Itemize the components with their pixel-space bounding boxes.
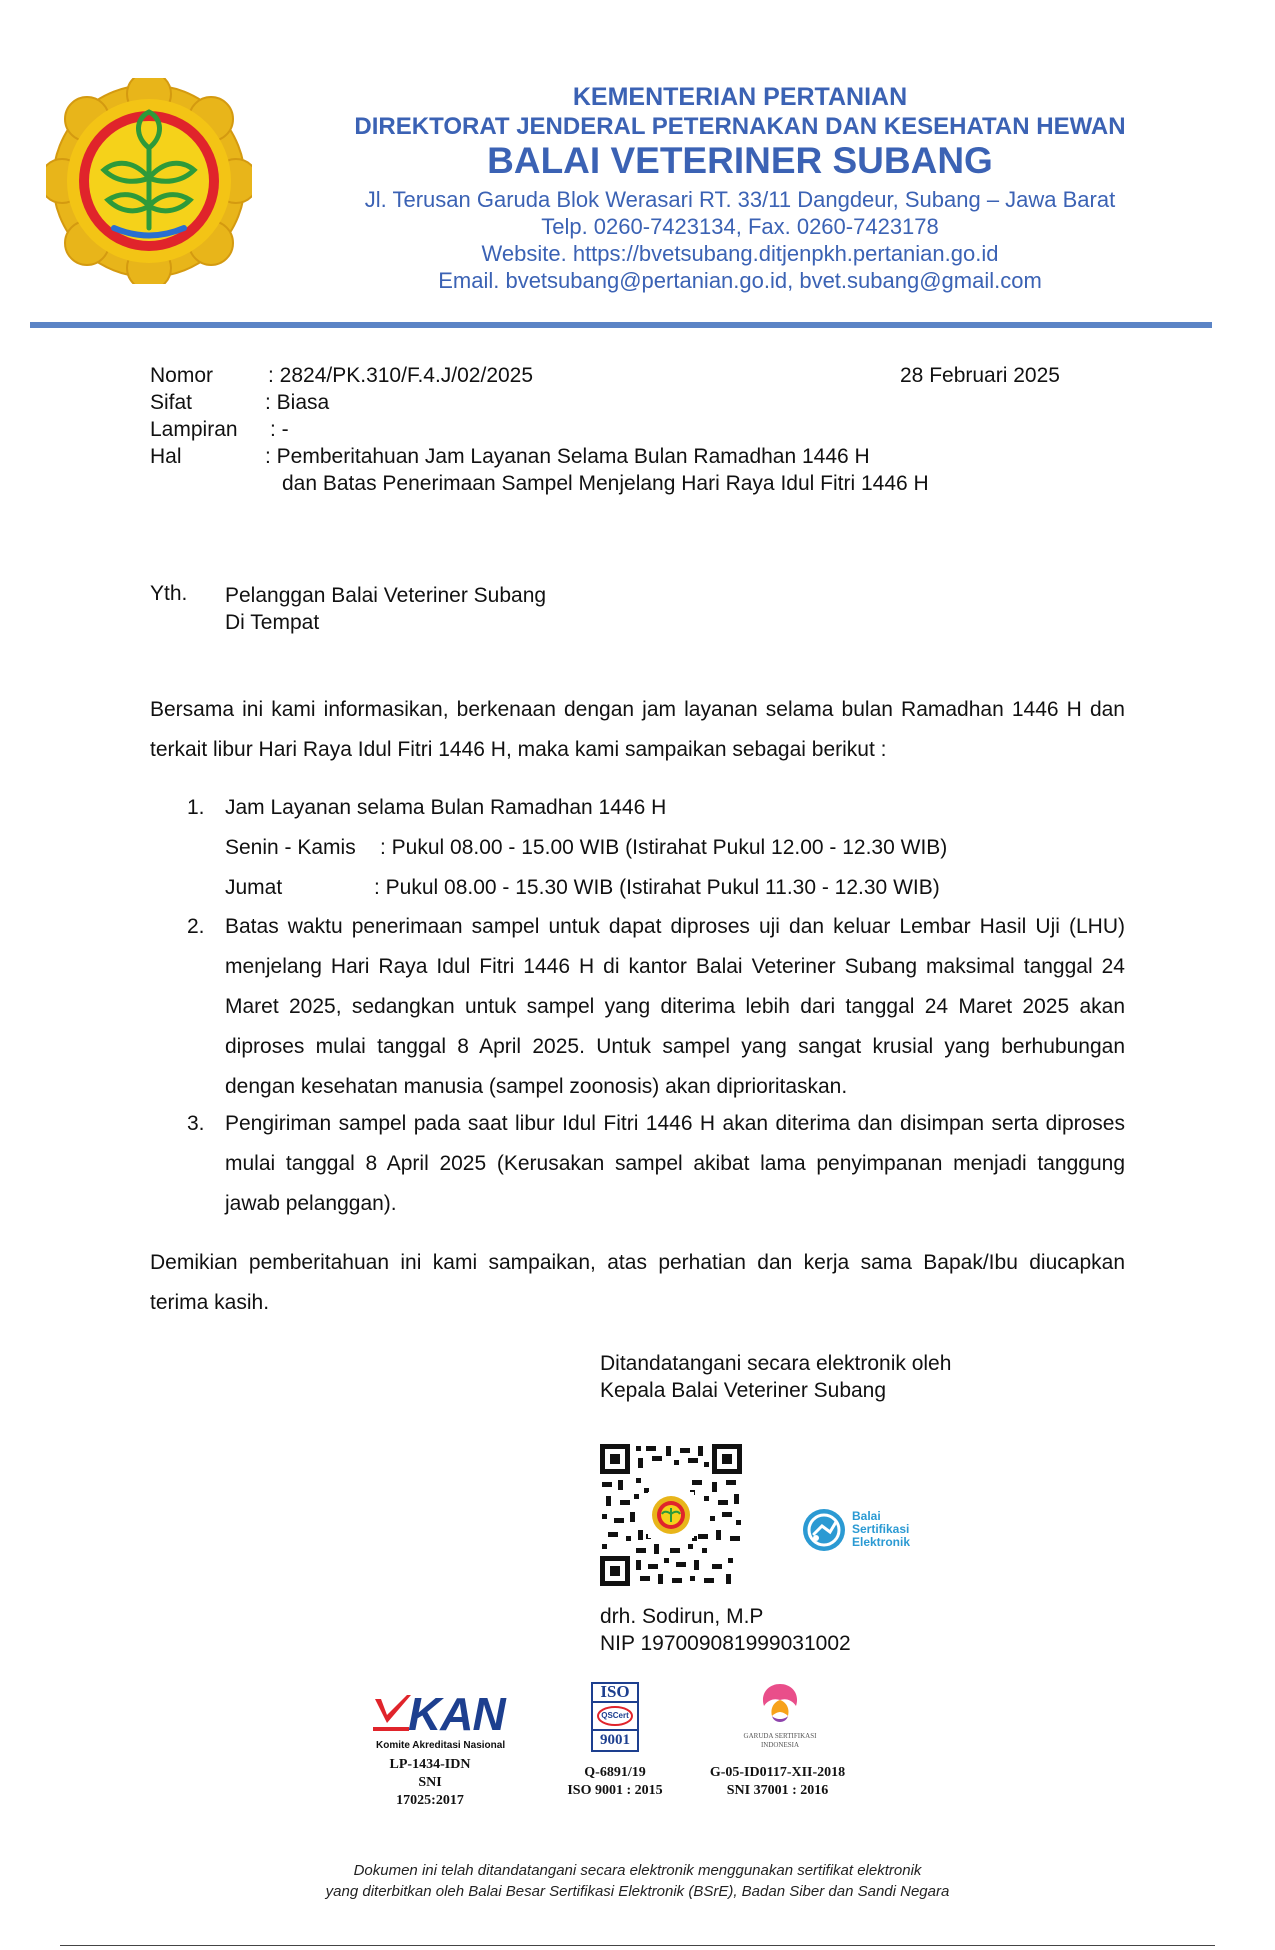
- kementan-logo-icon: [46, 78, 252, 284]
- yth-label: Yth.: [150, 582, 188, 605]
- recipient-line2: Di Tempat: [225, 611, 320, 634]
- footer-note-line2: yang diterbitkan oleh Balai Besar Sertifikasi Elektronik (BSrE), Badan Siber dan Sandi Negara: [325, 1883, 950, 1900]
- item-number: 3.: [187, 1112, 205, 1135]
- garuda-caption-line1: GARUDA SERTIFIKASI: [743, 1732, 817, 1740]
- signer-nip: NIP 197009081999031002: [600, 1632, 851, 1655]
- item-text: Batas waktu penerimaan sampel untuk dapat diproses uji dan keluar Lembar Hasil Uji (LHU) menjelang Hari Raya Idul Fitri 1446 H di kantor Balai Veteriner Subang maksimal tanggal 24 Maret 2025, sedangkan untuk sampel yang diterima lebih dari tanggal 24 Maret 2025 akan diproses mulai tanggal 8 April 2025. Untuk sampel yang sangat krusial yang berhubungan dengan kesehatan manusia (sampel zoonosis) akan diprioritaskan.: [225, 915, 1125, 1098]
- kan-checkmark-icon: [373, 1693, 413, 1735]
- letter-date: 28 Februari 2025: [900, 364, 1060, 387]
- intro-paragraph: Bersama ini kami informasikan, berkenaan dengan jam layanan selama bulan Ramadhan 1446 H dan terkait libur Hari Raya Idul Fitri 1446 H, maka kami sampaikan sebagai berikut :: [150, 698, 1125, 761]
- hal-value-line2: dan Batas Penerimaan Sampel Menjelang Hari Raya Idul Fitri 1446 H: [282, 472, 929, 495]
- signature-line2: Kepala Balai Veteriner Subang: [600, 1379, 887, 1402]
- item-number: 2.: [187, 915, 205, 938]
- signature-line1: Ditandatangani secara elektronik oleh: [600, 1352, 952, 1375]
- bsre-label-line2: Sertifikasi: [852, 1522, 910, 1536]
- garuda-sertifikasi-icon: [756, 1680, 804, 1728]
- header-divider: [30, 322, 1212, 328]
- iso-number: 9001: [600, 1732, 630, 1748]
- closing-paragraph: Demikian pemberitahuan ini kami sampaikan, atas perhatian dan kerja sama Bapak/Ibu diucapkan terima kasih.: [150, 1251, 1125, 1314]
- sifat-label: Sifat: [150, 391, 193, 414]
- footer-note-line1: Dokumen ini telah ditandatangani secara elektronik menggunakan sertifikat elektronik: [353, 1862, 922, 1879]
- kan-standard: SNI: [418, 1775, 442, 1790]
- nomor-label: Nomor: [150, 364, 214, 387]
- office-email[interactable]: Email. bvetsubang@pertanian.go.id, bvet.subang@gmail.com: [438, 268, 1042, 293]
- garuda-certificate-number: G-05-ID0117-XII-2018: [709, 1765, 846, 1780]
- kan-caption: Komite Akreditasi Nasional: [376, 1740, 506, 1751]
- signer-name: drh. Sodirun, M.P: [600, 1605, 764, 1628]
- lampiran-label: Lampiran: [150, 418, 238, 441]
- iso-standard: ISO 9001 : 2015: [567, 1783, 663, 1798]
- sifat-value: : Biasa: [265, 391, 330, 414]
- item-text: Jam Layanan selama Bulan Ramadhan 1446 H: [225, 796, 667, 819]
- schedule-day: Jumat: [225, 876, 283, 899]
- item-number: 1.: [187, 796, 205, 819]
- footer-divider: [60, 1945, 1215, 1946]
- directorate-name: DIREKTORAT JENDERAL PETERNAKAN DAN KESEHATAN HEWAN: [354, 113, 1126, 140]
- office-address: Jl. Terusan Garuda Blok Werasari RT. 33/11 Dangdeur, Subang – Jawa Barat: [364, 187, 1116, 212]
- nomor-value: : 2824/PK.310/F.4.J/02/2025: [268, 364, 534, 387]
- schedule-time: : Pukul 08.00 - 15.30 WIB (Istirahat Pukul 11.30 - 12.30 WIB): [374, 876, 940, 899]
- iso-label: ISO: [600, 1682, 630, 1701]
- qr-code-icon: [600, 1444, 742, 1586]
- bsre-logo-icon: [802, 1508, 846, 1552]
- hal-value-line1: : Pemberitahuan Jam Layanan Selama Bulan Ramadhan 1446 H: [265, 445, 870, 468]
- office-website[interactable]: Website. https://bvetsubang.ditjenpkh.pertanian.go.id: [481, 241, 999, 266]
- qscert-label: QSCert: [601, 1711, 629, 1720]
- recipient-line1: Pelanggan Balai Veteriner Subang: [225, 584, 547, 607]
- office-name: BALAI VETERINER SUBANG: [487, 140, 993, 181]
- hal-label: Hal: [150, 445, 182, 468]
- kan-logo: KAN: [408, 1688, 505, 1740]
- item-text: Pengiriman sampel pada saat libur Idul Fitri 1446 H akan diterima dan disimpan serta diproses mulai tanggal 8 April 2025 (Kerusakan sampel akibat lama penyimpanan menjadi tanggung jawab pelanggan).: [225, 1112, 1125, 1215]
- bsre-label-line1: Balai: [852, 1509, 881, 1523]
- garuda-standard: SNI 37001 : 2016: [726, 1783, 829, 1798]
- office-phone: Telp. 0260-7423134, Fax. 0260-7423178: [541, 214, 939, 239]
- bsre-label-line3: Elektronik: [852, 1535, 911, 1549]
- lampiran-value: : -: [270, 418, 289, 441]
- kan-accreditation-number: LP-1434-IDN: [389, 1757, 471, 1772]
- kan-standard-version: 17025:2017: [396, 1793, 464, 1808]
- garuda-caption-line2: INDONESIA: [760, 1741, 800, 1749]
- schedule-day: Senin - Kamis: [225, 836, 356, 859]
- iso-certificate-number: Q-6891/19: [584, 1765, 646, 1780]
- schedule-time: : Pukul 08.00 - 15.00 WIB (Istirahat Pukul 12.00 - 12.30 WIB): [380, 836, 948, 859]
- ministry-name: KEMENTERIAN PERTANIAN: [572, 83, 908, 111]
